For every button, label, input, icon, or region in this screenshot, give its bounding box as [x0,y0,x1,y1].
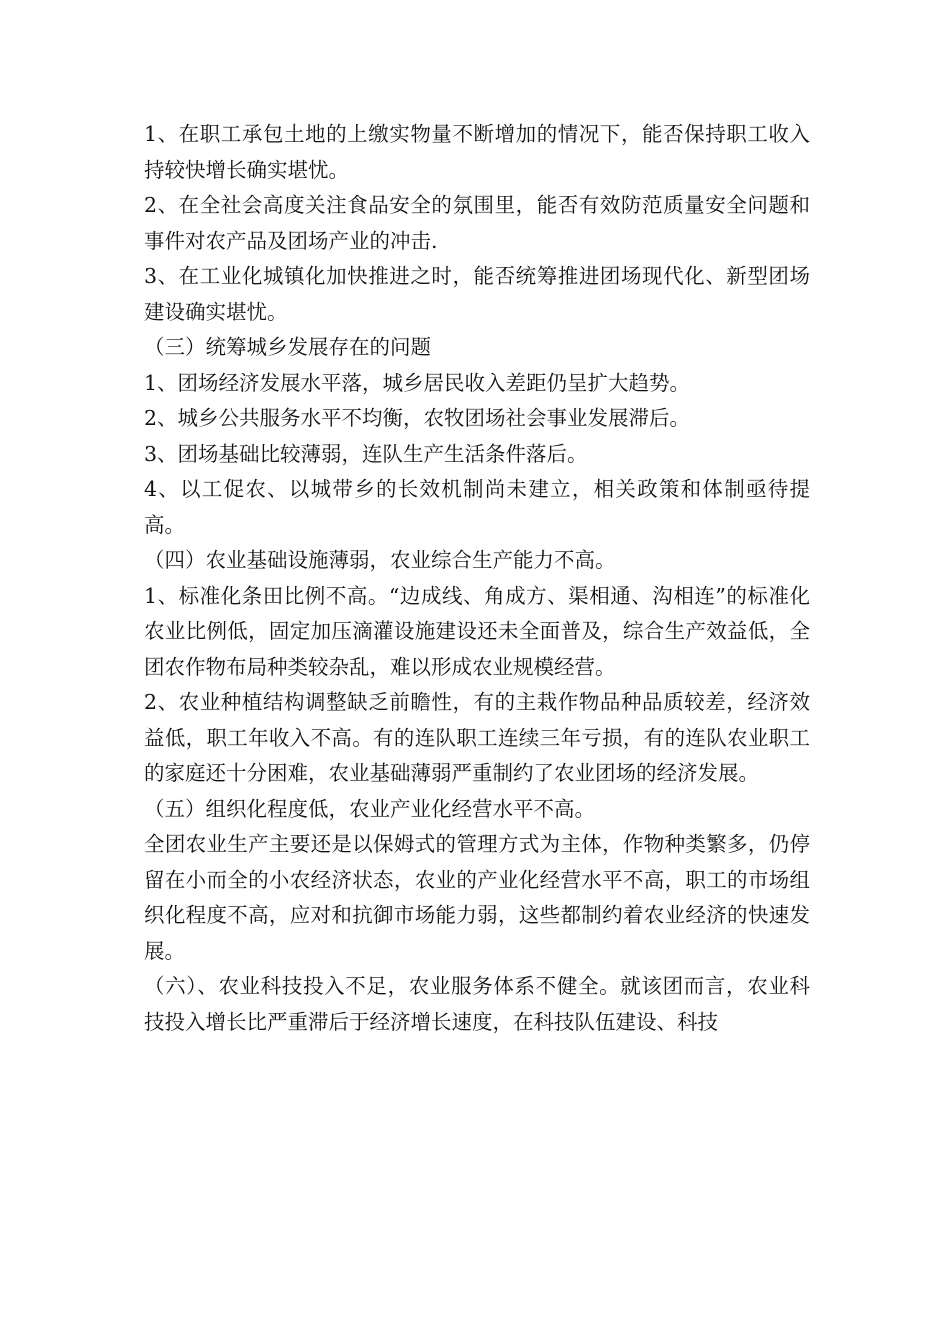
section-heading: （六）、农业科技投入不足，农业服务体系不健全。就该团而言，农业科技投入增长比严重滞后于经济增长速度，在科技队伍建设、科技 [144,974,810,1034]
list-item-paragraph: 2、城乡公共服务水平不均衡，农牧团场社会事业发展滞后。 [144,406,691,430]
document-body [144,117,810,1040]
list-item-paragraph: 1、团场经济发展水平落，城乡居民收入差距仍呈扩大趋势。 [144,370,691,395]
list-item-paragraph: 2、农业种植结构调整缺乏前瞻性，有的主栽作物品种品质较差，经济效益低，职工年收入不高。有的连队职工连续三年亏损，有的连队农业职工的家庭还十分困难，农业基础薄弱严重制约了农业团场的经济发展。 [144,690,810,785]
list-item-paragraph: 1、在职工承包土地的上缴实物量不断增加的情况下，能否保持职工收入持较快增长确实堪忧。 [144,122,810,182]
section-heading: （四）农业基础设施薄弱，农业综合生产能力不高。 [144,548,616,572]
list-item-paragraph: 1、标准化条田比例不高。“边成线、角成方、渠相通、沟相连”的标准化农业比例低，固定加压滴灌设施建设还未全面普及，综合生产效益低，全团农作物布局种类较杂乱，难以形成农业规模经营。 [144,583,810,679]
section-heading: （三）统筹城乡发展存在的问题 [144,335,431,359]
list-item-paragraph: 3、团场基础比较薄弱，连队生产生活条件落后。 [144,441,588,466]
section-heading: （五）组织化程度低，农业产业化经营水平不高。 [144,796,595,821]
list-item-paragraph: 4、以工促农、以城带乡的长效机制尚未建立，相关政策和体制亟待提高。 [144,477,810,537]
list-item-paragraph: 2、在全社会高度关注食品安全的氛围里，能否有效防范质量安全问题和事件对农产品及团场产业的冲击. [144,193,810,253]
list-item-paragraph: 3、在工业化城镇化加快推进之时，能否统筹推进团场现代化、新型团场建设确实堪忧。 [144,264,810,324]
body-paragraph: 全团农业生产主要还是以保姆式的管理方式为主体，作物种类繁多，仍停留在小而全的小农经济状态，农业的产业化经营水平不高，职工的市场组织化程度不高，应对和抗御市场能力弱，这些都制约着农业经济的快速发展。 [144,832,810,963]
